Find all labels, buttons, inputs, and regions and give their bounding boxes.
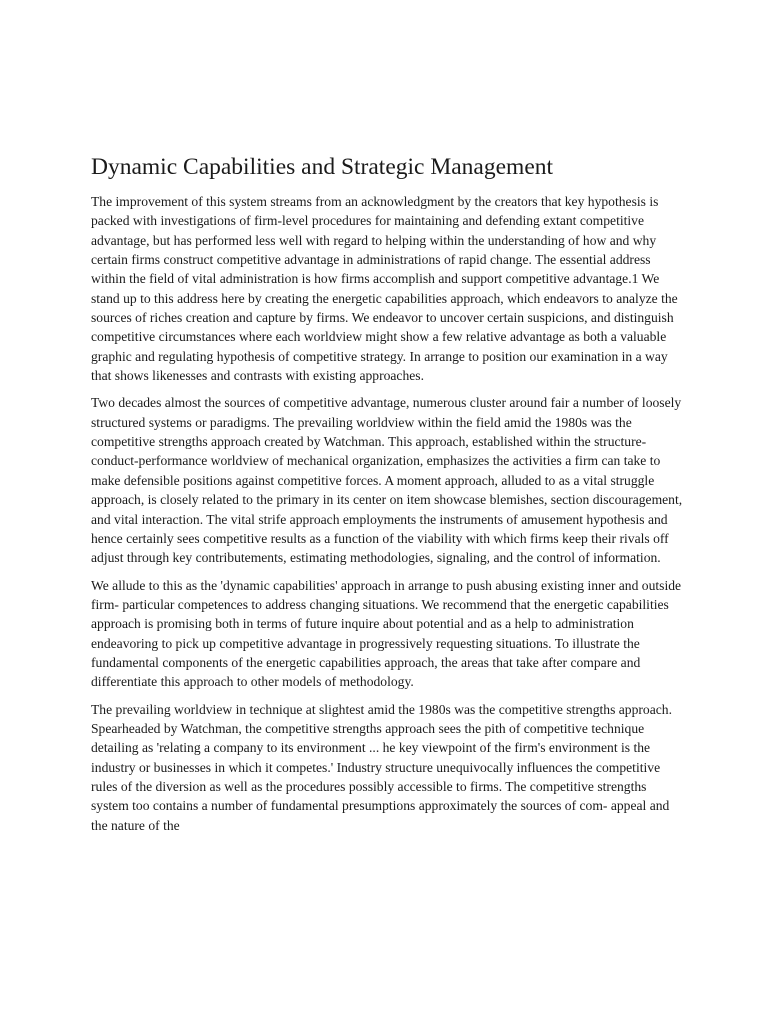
paragraph-3: We allude to this as the 'dynamic capabilities' approach in arrange to push abusing existing inner and outside firm- particular competences to address changing situations. We recommend that the energetic capabilities approach is promising both in terms of future inquire about potential and as a help to administration endeavoring to pick up competitive advantage in progressively requesting situations. To illustrate the fundamental components of the energetic capabilities approach, the areas that take after compare and differentiate this approach to other models of methodology. — [91, 577, 682, 690]
document-title: Dynamic Capabilities and Strategic Management — [91, 154, 554, 180]
paragraph-1: The improvement of this system streams from an acknowledgment by the creators that key hypothesis is packed with investigations of firm-level procedures for maintaining and defending extant competitive advantage, but has performed less well with regard to helping within the understanding of how and why certain firms construct competitive advantage in administrations of rapid change. The essential address within the field of vital administration is how firms accomplish and support competitive advantage.1 We stand up to this address here by creating the energetic capabilities approach, which endeavors to analyze the sources of riches creation and capture by firms. We endeavor to uncover certain suspicions, and distinguish competitive circumstances where each worldview might show a few relative advantage as both a valuable graphic and regulating hypothesis of competitive strategy. In arrange to position our examination in a way that shows likenesses and contrasts with existing approaches. — [91, 194, 678, 384]
paragraph-4: The prevailing worldview in technique at slightest amid the 1980s was the competitive strengths approach. Spearheaded by Watchman, the competitive strengths approach sees the pith of competitive technique detailing as 'relating a company to its environment ... he key viewpoint of the firm's environment is the industry or businesses in which it competes.' Industry structure unequivocally influences the competitive rules of the diversion as well as the procedures possibly accessible to firms. The competitive strengths system too contains a number of fundamental presumptions approximately the sources of com- appeal and the nature of the — [91, 701, 672, 833]
paragraph-2: Two decades almost the sources of competitive advantage, numerous cluster around fair a number of loosely structured systems or paradigms. The prevailing worldview within the field amid the 1980s was the competitive strengths approach created by Watchman. This approach, established within the structure-conduct-performance worldview of mechanical organization, emphasizes the activities a firm can take to make defensible positions against competitive forces. A moment approach, alluded to as a vital struggle approach, is closely related to the primary in its center on item showcase blemishes, section discouragement, and vital interaction. The vital strife approach employments the instruments of amusement hypothesis and hence certainly sees competitive results as a function of the viability with which firms keep their rivals off adjust through key contributements, estimating methodologies, signaling, and the control of information. — [91, 395, 683, 566]
